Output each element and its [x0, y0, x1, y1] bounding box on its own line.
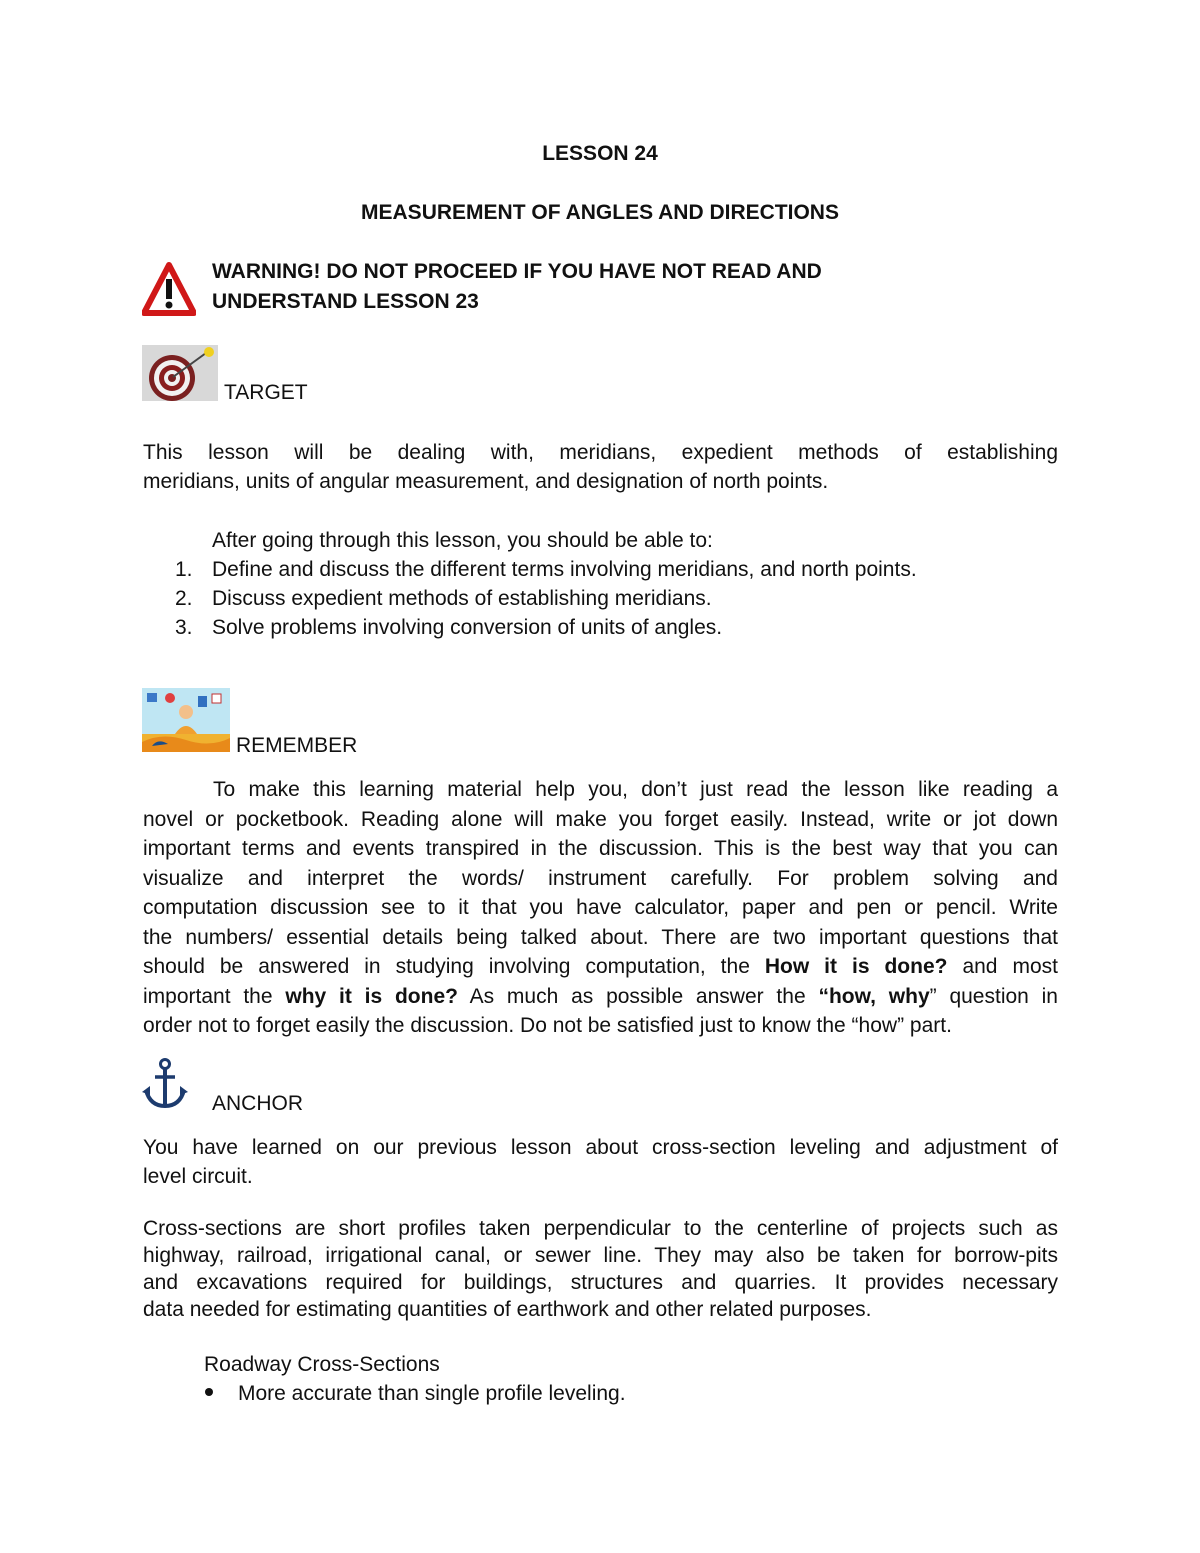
warning-line-1: WARNING! DO NOT PROCEED IF YOU HAVE NOT READ AND — [212, 260, 822, 283]
target-heading: TARGET — [224, 381, 308, 404]
lesson-title: MEASUREMENT OF ANGLES AND DIRECTIONS — [361, 201, 839, 224]
line-text: ” question in — [929, 984, 1058, 1008]
anchor-para1-line-1: You have learned on our previous lesson about cross-section leveling and adjustment of — [143, 1136, 1058, 1159]
target-para-line-1: This lesson will be dealing with, meridians, expedient methods of establishing — [143, 441, 1058, 464]
anchor-icon — [142, 1058, 188, 1110]
remember-line: the numbers/ essential details being talked about. There are two important questions that — [143, 925, 1058, 949]
remember-heading: REMEMBER — [236, 734, 358, 757]
objective-text: Discuss expedient methods of establishing meridians. — [212, 587, 712, 610]
how-question: How it is done? — [764, 955, 948, 978]
anchor-line: and excavations required for buildings, structures and quarries. It provides necessary — [143, 1271, 1058, 1294]
lesson-number: LESSON 24 — [542, 142, 658, 165]
objective-number: 2. — [175, 587, 193, 610]
anchor-para1-line-2: level circuit. — [143, 1165, 253, 1188]
remember-line: novel or pocketbook. Reading alone will make you forget easily. Instead, write or jot down — [143, 807, 1058, 831]
anchor-line: Cross-sections are short profiles taken perpendicular to the centerline of projects such as — [143, 1217, 1058, 1240]
remember-line — [143, 952, 1058, 982]
line-text: and most — [947, 955, 1058, 978]
objective-number: 1. — [175, 558, 193, 581]
line-text: should be answered in studying involving computation, the — [143, 955, 765, 978]
bullet-item: More accurate than single profile leveling. — [238, 1382, 626, 1405]
remember-line — [143, 982, 1058, 1012]
target-para-line-2: meridians, units of angular measurement, and designation of north points. — [143, 470, 829, 493]
thinking-person-icon — [142, 688, 230, 752]
dartboard-target-icon — [142, 345, 218, 401]
anchor-line: data needed for estimating quantities of earthwork and other related purposes. — [143, 1298, 872, 1321]
remember-line: important terms and events transpired in the discussion. This is the best way that you can — [143, 837, 1058, 860]
bullet-icon — [205, 1388, 213, 1396]
warning-line-2: UNDERSTAND LESSON 23 — [212, 290, 479, 313]
anchor-paragraph-2 — [143, 1215, 1058, 1323]
objective-text: Solve problems involving conversion of units of angles. — [212, 616, 723, 639]
how-why-emphasis: “how, why — [818, 984, 930, 1008]
line-text: important the — [143, 984, 286, 1008]
remember-line: order not to forget easily the discussion. Do not be satisfied just to know the “how” part. — [143, 1014, 952, 1037]
remember-paragraph — [143, 775, 1058, 1041]
remember-line: computation discussion see to it that you have calculator, paper and pen or pencil. Write — [143, 896, 1058, 919]
roadway-subheading: Roadway Cross-Sections — [204, 1353, 440, 1376]
line-text: As much as possible answer the — [457, 984, 819, 1008]
remember-line: visualize and interpret the words/ instrument carefully. For problem solving and — [143, 866, 1058, 890]
anchor-heading: ANCHOR — [212, 1092, 304, 1115]
objective-text: Define and discuss the different terms involving meridians, and north points. — [212, 558, 917, 581]
objective-number: 3. — [175, 616, 193, 639]
anchor-line: highway, railroad, irrigational canal, or sewer line. They may also be taken for borrow-pits — [143, 1244, 1058, 1267]
objectives-intro: After going through this lesson, you should be able to: — [212, 529, 713, 552]
why-question: why it is done? — [285, 984, 458, 1008]
warning-triangle-icon — [142, 261, 196, 317]
remember-line: To make this learning material help you, don’t just read the lesson like reading a — [213, 778, 1058, 801]
